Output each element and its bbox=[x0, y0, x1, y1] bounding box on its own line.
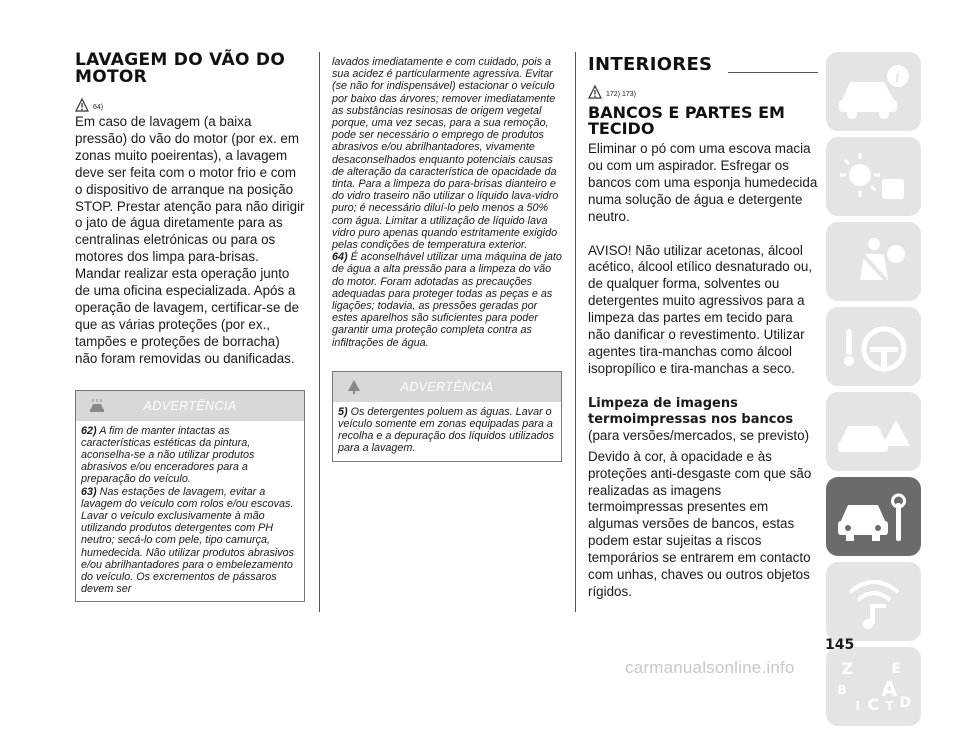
chapter-tabs bbox=[826, 52, 921, 732]
subheading-thermoprint: Limpeza de imagens termoimpressas nos bancos bbox=[588, 395, 794, 427]
index-letter: T bbox=[885, 698, 894, 713]
column-2 bbox=[332, 56, 562, 462]
chapter-tab[interactable] bbox=[826, 52, 921, 131]
item-number: 62) bbox=[81, 424, 97, 437]
item-text: Nas estações de lavagem, evitar a lavagem do veículo com rolos e/ou escovas. Lavar o veículo exclusivamente à mão utilizando produtos detergentes com PH neutro; secá-lo com pele, tipo camurça, humedecida. Não utilizar produtos abrasivos e/ou abrilhantadores para o embelezamento do veículo. Os excrementos de pássaros devem ser bbox=[81, 485, 295, 596]
section-heading-interiores: INTERIORES bbox=[588, 54, 713, 75]
car-info-icon bbox=[834, 60, 914, 124]
column-1 bbox=[75, 52, 305, 602]
index-letters-icon bbox=[834, 655, 914, 719]
advert-box-1 bbox=[75, 390, 305, 603]
chapter-tab[interactable] bbox=[826, 222, 921, 301]
car-wash-icon bbox=[88, 398, 106, 414]
watermark: carmanualsonline.info bbox=[625, 658, 795, 677]
chapter-tab[interactable] bbox=[826, 647, 921, 726]
interiores-heading-wrap bbox=[588, 52, 818, 73]
advert-continued-text: lavados imediatamente e com cuidado, pois a sua acidez é particularmente agressiva. Evitar (se não for indispensável) estacionar o veículo por baixo das árvores; remover imediatamente as substâncias resinosas de origem vegetal porque, uma vez secas, para a sua remoção, pode ser necessário o emprego de produtos abrasivos e/ou abrilhantadores, vivamente desaconselhados enquanto potenciais causas de alteração da característica de opacidade da tinta. Para a limpeza do para-brisas dianteiro e do vidro traseiro não utilizar o líquido lava-vidro puro; é necessário diluí-lo pelo menos a 50% com água. Limitar a utilização de líquido lava vidro puro apenas quando estritamente exigido pelas condições de temperatura exterior. bbox=[332, 56, 559, 252]
warning-triangle-icon bbox=[75, 98, 89, 112]
dashboard-lights-icon bbox=[834, 145, 914, 209]
car-wrench-icon bbox=[834, 485, 914, 549]
warning-refs-row bbox=[75, 92, 305, 112]
column-3 bbox=[588, 52, 818, 601]
multimedia-icon bbox=[834, 570, 914, 634]
item-number: 63) bbox=[81, 485, 97, 498]
advert-item bbox=[81, 425, 299, 486]
environment-tree-icon bbox=[345, 379, 363, 395]
index-letter: B bbox=[837, 682, 847, 697]
index-letter: I bbox=[855, 698, 860, 713]
chapter-tab[interactable] bbox=[826, 307, 921, 386]
airbag-seatbelt-icon bbox=[834, 230, 914, 294]
item-number: 5) bbox=[338, 405, 348, 418]
chapter-tab[interactable] bbox=[826, 392, 921, 471]
column-divider bbox=[575, 52, 576, 612]
chapter-tab-active[interactable] bbox=[826, 477, 921, 556]
advert-title: ADVERTÊNCIA bbox=[400, 379, 494, 394]
advert-box-2 bbox=[332, 371, 562, 462]
item-number: 64) bbox=[332, 251, 348, 264]
column-divider bbox=[319, 52, 320, 612]
thermoprint-note: (para versões/mercados, se previsto) bbox=[588, 427, 810, 443]
index-letter: A bbox=[881, 676, 897, 701]
advert-body bbox=[333, 402, 561, 461]
item-text: É aconselhável utilizar uma máquina de jato de água a alta pressão para a limpeza do vão do motor. Foram adotadas as precauções adequadas para proteger todas as peças e as ligações; todavia, as pressões geradas por estes aparelhos são suficientes para poder garantir uma proteção completa contra as infiltrações de água. bbox=[332, 251, 562, 349]
advert-header bbox=[333, 372, 561, 402]
advert-item-64 bbox=[332, 251, 562, 349]
index-letter: D bbox=[899, 694, 912, 711]
subheading-seats: BANCOS E PARTES EM TECIDO bbox=[588, 103, 785, 138]
advert-item bbox=[81, 486, 299, 596]
thermoprint-text: Devido à cor, à opacidade e às proteções anti-desgaste com que são realizadas as imagens termoimpressas presentes em algumas versões de bancos, estas podem estar sujeitas a riscos temporários se entrarem em contacto com unhas, chaves ou outros objetos rígidos. bbox=[588, 448, 812, 599]
car-warning-icon bbox=[834, 400, 914, 464]
advert-title: ADVERTÊNCIA bbox=[143, 398, 237, 413]
item-text: Os detergentes poluem as águas. Lavar o veículo somente em zonas equipadas para a recolha e a depuração dos líquidos utilizados para a lavagem. bbox=[338, 405, 555, 455]
engine-wash-text: Em caso de lavagem (a baixa pressão) do vão do motor (por ex. em zonas muito poeirentas), a lavagem deve ser feita com o motor frio e com o dispositivo de arranque na posição STOP. Prestar atenção para não dirigir o jato de água diretamente para as centralinas eletrónicas ou para os motores dos limpa para-brisas. Mandar realizar esta operação junto de uma oficina especializada. Após a operação de lavagem, certificar-se de que as várias proteções (por ex., tampões e proteções de borracha) não foram removidas ou danificadas. bbox=[75, 114, 305, 366]
index-letter: E bbox=[891, 660, 902, 677]
advert-item bbox=[338, 406, 556, 455]
index-letter: Z bbox=[841, 658, 854, 678]
warning-refs: 172) 173) bbox=[606, 91, 636, 98]
section-heading-engine-wash: LAVAGEM DO VÃO DO MOTOR bbox=[75, 50, 286, 87]
warning-refs: 64) bbox=[93, 104, 104, 111]
warning-triangle-icon bbox=[588, 85, 602, 99]
chapter-tab[interactable] bbox=[826, 562, 921, 641]
item-text: A fim de manter intactas as características estéticas da pintura, aconselha-se a não utilizar produtos abrasivos e/ou enceradores para a preparação do veículo. bbox=[81, 424, 255, 486]
chapter-tab[interactable] bbox=[826, 137, 921, 216]
advert-body bbox=[76, 421, 304, 602]
seats-warning-text: AVISO! Não utilizar acetonas, álcool acético, álcool etílico desnaturado ou, de qualquer forma, solventes ou detergentes muito agressivos para a limpeza das partes em tecido para não danificar o revestimento. Utilizar agentes tira-manchas como álcool isopropílico e tira-manchas a seco. bbox=[588, 242, 813, 376]
steering-key-icon bbox=[834, 315, 914, 379]
warning-refs-row bbox=[588, 79, 818, 99]
svg-text:i: i bbox=[894, 67, 900, 86]
advert-header bbox=[76, 391, 304, 421]
index-letter: C bbox=[867, 694, 880, 714]
page-number: 145 bbox=[825, 637, 855, 653]
seats-text-1: Eliminar o pó com uma escova macia ou com um aspirador. Esfregar os bancos com uma esponja humedecida numa solução de água e detergente neutro. bbox=[588, 141, 818, 224]
